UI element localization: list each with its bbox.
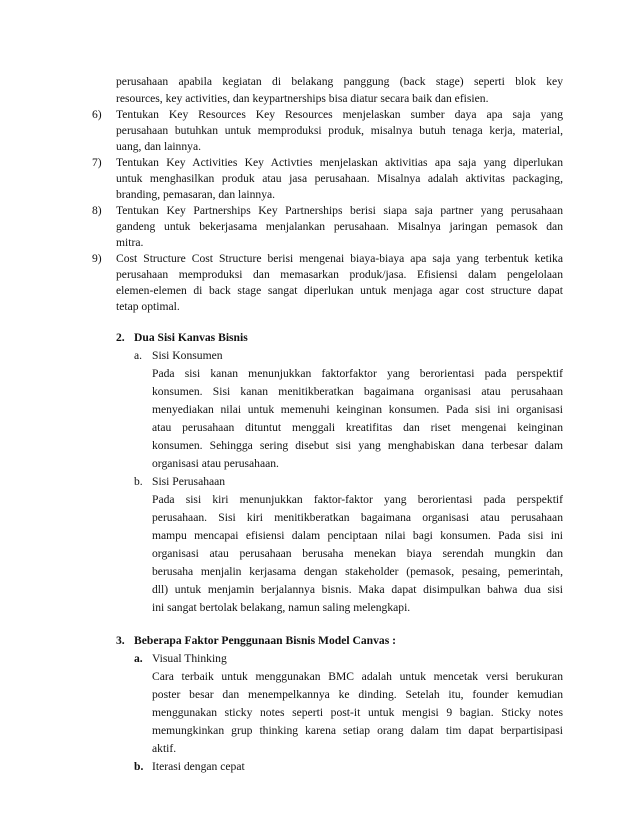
list-item-line: untuk menghasilkan produk atau jasa perusahaan. Misalnya adalah aktivitas packaging, bbox=[116, 172, 563, 185]
list-item-line: gandeng untuk bekerjasama menjalankan perusahaan. Misalnya jaringan pemasok dan bbox=[116, 220, 563, 233]
list-item-line: Cost Structure Cost Structure berisi mengenai biaya-biaya apa saja yang terbentuk ketika bbox=[116, 252, 563, 265]
sub-heading: Visual Thinking bbox=[152, 652, 227, 665]
sub-paragraph-line: ini sangat bertolak belakang, namun saling melengkapi. bbox=[152, 601, 411, 614]
sub-paragraph-line: berusaha menjalin kerjasama dengan stakeholder (pemasok, pesaing, pemerintah, bbox=[152, 565, 563, 578]
sub-letter: a. bbox=[134, 652, 143, 665]
list-item-line: mitra. bbox=[116, 236, 144, 249]
sub-paragraph-line: Pada sisi kanan menunjukkan faktorfaktor yang berorientasi pada perspektif bbox=[152, 367, 563, 380]
paragraph-line: resources, key activities, dan keypartnerships bisa diatur secara baik dan efisien. bbox=[116, 92, 489, 105]
sub-paragraph-line: konsumen. Sisi kanan menitikberatkan bagaimana organisasi atau perusahaan bbox=[152, 385, 563, 398]
sub-paragraph-line: aktif. bbox=[152, 742, 177, 755]
sub-heading: Sisi Konsumen bbox=[152, 349, 223, 362]
sub-letter: b. bbox=[134, 475, 143, 488]
list-item-line: perusahaan memproduksi dan memasarkan produk/jasa. Efisiensi dalam pengelolaan bbox=[116, 268, 563, 281]
sub-paragraph-line: mampu mencapai efisiensi dalam penciptaan nilai bagi konsumen. Pada sisi ini bbox=[152, 529, 563, 542]
sub-paragraph-line: konsumen. Sehingga sering disebut sisi yang menghabiskan dana terbesar dalam bbox=[152, 439, 563, 452]
paragraph-line: perusahaan apabila kegiatan di belakang panggung (back stage) seperti blok key bbox=[116, 75, 563, 88]
sub-paragraph-line: poster besar dan menempelkannya ke dinding. Setelah itu, founder kemudian bbox=[152, 688, 563, 701]
list-number: 7) bbox=[92, 156, 102, 169]
sub-letter: b. bbox=[134, 760, 144, 773]
sub-heading: Sisi Perusahaan bbox=[152, 475, 226, 488]
list-number: 8) bbox=[92, 204, 102, 217]
sub-paragraph-line: organisasi atau perusahaan. bbox=[152, 457, 279, 470]
list-number: 9) bbox=[92, 252, 102, 265]
list-item-line: Tentukan Key Activities Key Activties menjelaskan aktivitias apa saja yang diperlukan bbox=[116, 156, 563, 169]
list-item-line: elemen-elemen di back stage sangat diperlukan untuk menjaga agar cost structure dapat bbox=[116, 284, 563, 297]
list-item-line: branding, pemasaran, dan lainnya. bbox=[116, 188, 276, 201]
sub-paragraph-line: atau perusahaan dituntut menggali kreatifitas dan riset mengenai keinginan bbox=[152, 421, 563, 434]
section-number: 3. bbox=[116, 634, 125, 647]
sub-letter: a. bbox=[134, 349, 143, 362]
list-item-line: tetap optimal. bbox=[116, 300, 180, 313]
list-item-line: perusahaan butuhkan untuk memproduksi produk, misalnya butuh tenaga kerja, material, bbox=[116, 124, 563, 137]
sub-paragraph-line: organisasi atau perusahaan berusaha menekan biaya serendah mungkin dan bbox=[152, 547, 563, 560]
sub-heading: Iterasi dengan cepat bbox=[152, 760, 245, 773]
section-heading: Beberapa Faktor Penggunaan Bisnis Model Canvas : bbox=[134, 634, 396, 647]
list-item-line: uang, dan lainnya. bbox=[116, 140, 201, 153]
section-number: 2. bbox=[116, 331, 125, 344]
sub-paragraph-line: menyediakan nilai untuk memenuhi keinginan konsumen. Pada sisi ini organisasi bbox=[152, 403, 563, 416]
sub-paragraph-line: perusahaan. Sisi kiri menitikberatkan bagaimana organisasi atau perusahaan bbox=[152, 511, 563, 524]
sub-paragraph-line: menggunakan sticky notes seperti post-it untuk mengisi 9 bagian. Sticky notes bbox=[152, 706, 563, 719]
sub-paragraph-line: memungkinkan grup thinking karena setiap orang dalam tim dapat berpartisipasi bbox=[152, 724, 563, 737]
list-item-line: Tentukan Key Resources Key Resources menjelaskan sumber daya apa saja yang bbox=[116, 108, 563, 121]
section-heading: Dua Sisi Kanvas Bisnis bbox=[134, 331, 248, 344]
sub-paragraph-line: Cara terbaik untuk menggunakan BMC adalah untuk mencetak versi berukuran bbox=[152, 670, 563, 683]
sub-paragraph-line: dll) untuk menjamin berjalannya bisnis. Maka dapat disimpulkan bahwa dua sisi bbox=[152, 583, 563, 596]
sub-paragraph-line: Pada sisi kiri menunjukkan faktor-faktor yang berorientasi pada perspektif bbox=[152, 493, 563, 506]
list-item-line: Tentukan Key Partnerships Key Partnerships berisi siapa saja partner yang perusahaan bbox=[116, 204, 563, 217]
list-number: 6) bbox=[92, 108, 102, 121]
